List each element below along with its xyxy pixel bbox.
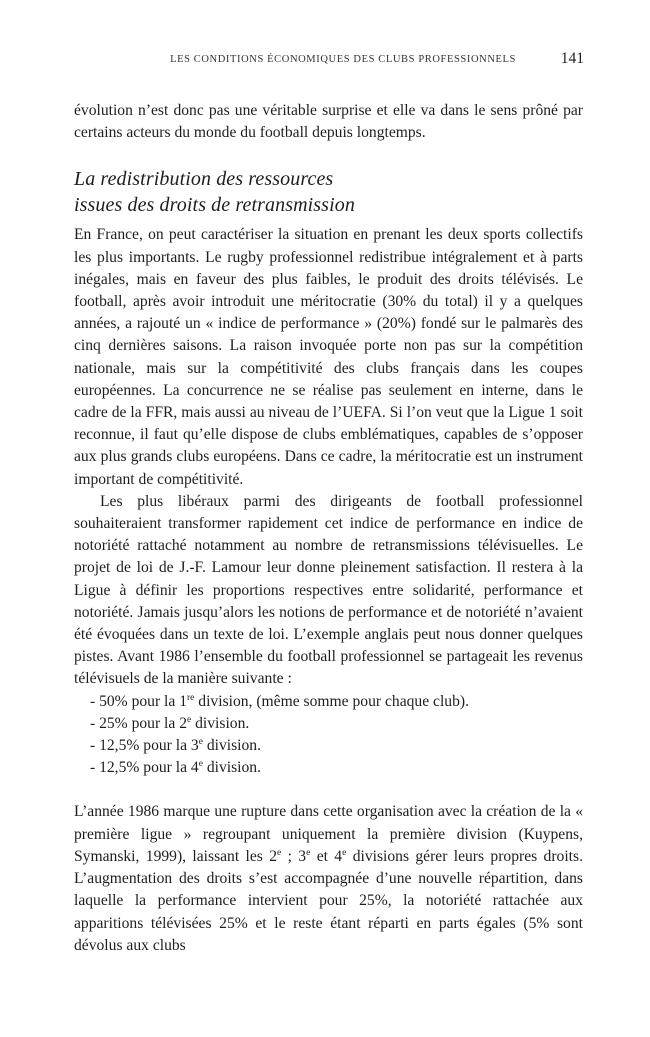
list-item: - 50% pour la 1re division, (même somme pour chaque club).	[90, 692, 469, 710]
intro-paragraph: évolution n’est donc pas une véritable surprise et elle va dans le sens prôné par certains acteurs du monde du football depuis longtemps.	[74, 102, 583, 142]
section-heading-line-1: La redistribution des ressources	[74, 168, 334, 191]
section-heading-line-2: issues des droits de retransmission	[74, 194, 355, 217]
section-heading	[74, 166, 583, 218]
list-item: - 12,5% pour la 3e division.	[90, 736, 261, 755]
list-item: - 12,5% pour la 4e division.	[90, 759, 261, 777]
paragraph-1986: L’année 1986 marque une rupture dans cette organisation avec la création de la « première ligue » regroupant uniquement la première division (Kuypens, Symanski, 1999), laissant les 2e ; 3e et 4e divisions gérer leurs propres droits. L’augmentation des droits s’est accompagnée d’une nouvelle répartition, dans laquelle la performance intervient pour 25%, la notoriété rattachée aux apparitions télévisées 25% et le reste étant réparti en parts égales (5% sont dévolus aux clubs	[74, 803, 583, 954]
page-body	[74, 100, 583, 957]
page-number: 141	[560, 50, 584, 67]
running-header	[74, 50, 584, 72]
paragraph-rugby-football: En France, on peut caractériser la situation en prenant les deux sports collectifs les plus importants. Le rugby professionnel redistribue intégralement et à parts inégales, mais en faveur des plus faibles, le produit des droits télévisés. Le football, après avoir introduit une méritocratie (30% du total) il y a quelques années, a rajouté un « indice de performance » (20%) fondé sur le palmarès des cinq dernières saisons. La raison invoquée porte non pas sur la compétition nationale, mais sur la compétitivité des clubs français dans les coupes européennes. La concurrence ne se réalise pas seulement en interne, dans le cadre de la FFR, mais aussi au niveau de l’UEFA. Si l’on veut que la Ligue 1 soit reconnue, il faut qu’elle dispose de clubs emblématiques, capables de s’opposer aux plus grands clubs européens. Dans ce cadre, la méritocratie est un instrument important de compétitivité.	[74, 226, 583, 488]
paragraph-gap	[74, 779, 583, 801]
running-title: LES CONDITIONS ÉCONOMIQUES DES CLUBS PROFESSIONNELS	[170, 54, 516, 65]
list-item: - 25% pour la 2e division.	[90, 714, 250, 732]
distribution-list	[74, 691, 583, 780]
paragraph-liberaux: Les plus libéraux parmi des dirigeants de football professionnel souhaiteraient transformer rapidement cet indice de performance en indice de notoriété rattaché notamment au nombre de retransmissions télévisuelles. Le projet de loi de J.-F. Lamour leur donne pleinement satisfaction. Il restera à la Ligue à définir les proportions respectives entre solidarité, performance et notoriété. Jamais jusqu’alors les notions de performance et de notoriété n’avaient été évoquées dans un texte de loi. L’exemple anglais peut nous donner quelques pistes. Avant 1986 l’ensemble du football professionnel se partageait les revenus télévisuels de la manière suivante :	[74, 492, 583, 688]
